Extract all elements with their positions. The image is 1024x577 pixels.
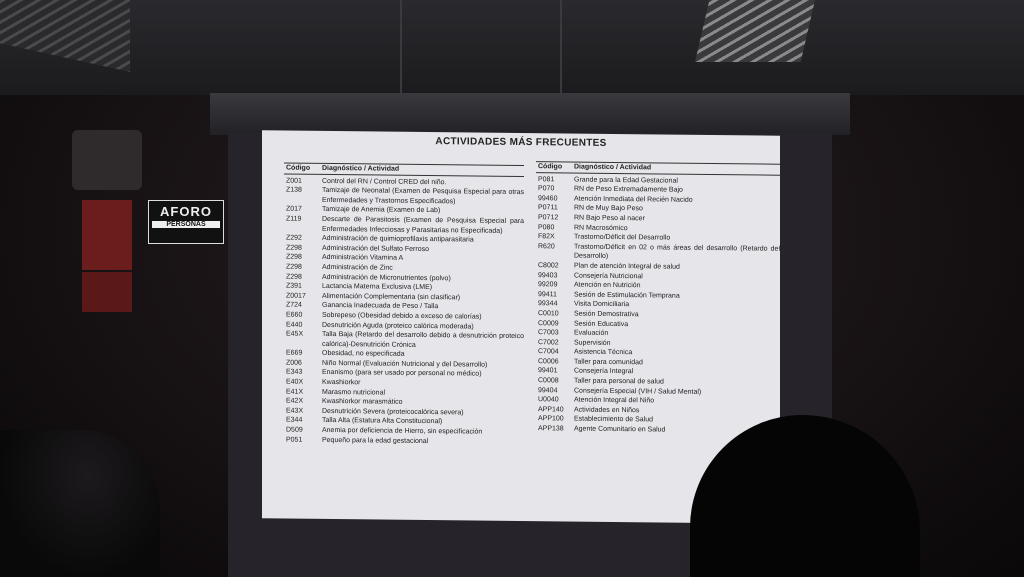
row-code: E660 [286,311,303,319]
table-row [284,330,524,352]
row-code: Z724 [286,301,302,310]
row-description: Grande para la Edad Gestacional [574,176,678,185]
row-description: Enanismo (para ser usado por personal no médico) [322,369,482,379]
row-code: 99404 [538,386,558,395]
header-code: Código [538,163,563,171]
table-header [536,161,780,175]
row-code: 99403 [538,271,558,279]
row-code: E43X [286,407,304,415]
row-description: Administración de Micronutrientes (polvo) [322,273,451,282]
ceiling-light [695,0,815,62]
row-code: Z298 [286,273,302,281]
row-code: E42X [286,397,304,405]
wall-speaker [72,130,142,190]
row-description: Actividades en Niños [574,406,640,415]
row-description: Administración del Sulfato Ferroso [322,244,429,253]
activities-table-right [536,161,780,436]
slide-title: ACTIVIDADES MÁS FRECUENTES [435,136,607,149]
row-description: RN Bajo Peso al nacer [574,214,645,223]
row-description: Administración Vitamina A [322,254,404,263]
row-description: Taller para comunidad [574,358,643,367]
row-description: Supervisión [574,339,611,347]
row-code: Z298 [286,263,302,271]
row-code: P0712 [538,214,559,222]
row-code: APP140 [538,406,564,414]
row-code: 99209 [538,281,558,289]
ceiling [0,0,1024,95]
row-code: P0711 [538,204,558,212]
row-description: Trastorno/Déficit en 02 o más áreas del desarrollo (Retardo del Desarrollo) [574,243,780,261]
row-description: Consejería Nutricional [574,272,643,280]
row-description: RN de Peso Extremadamente Bajo [574,185,683,194]
table-row [284,435,524,447]
row-description: Descarte de Parasitosis (Examen de Pesquisa Especial para Enfermedades Infecciosas y Parasitarias no Especificada) [322,215,524,235]
row-description: Taller para personal de salud [574,377,664,386]
row-code: APP100 [538,415,564,423]
row-code: Z006 [286,359,302,367]
row-description: Talla Baja (Retardo del desarrollo debido a desnutrición proteico calórica)-Desnutrición Crónica [322,331,524,349]
row-description: Talla Alta (Estatura Alta Constitucional) [322,417,443,426]
row-code: E440 [286,321,303,329]
header-code: Código [286,164,311,172]
row-description: Pequeño para la edad gestacional [322,436,429,445]
row-description: Sesión Educativa [574,320,629,328]
capacity-sign-subtitle: PERSONAS [152,221,220,228]
row-description: Administración de quimioprofilaxis antiparasitaria [322,235,474,244]
row-description: Atención Integral del Niño [574,396,655,405]
row-code: 99401 [538,367,558,375]
row-code: Z298 [286,244,302,252]
row-code: Z138 [286,186,302,194]
row-description: Sesión Demostrativa [574,310,639,319]
row-code: P080 [538,223,555,231]
row-code: F82X [538,233,555,241]
row-description: Trastorno/Déficit del Desarrollo [574,233,671,242]
projector-screen-case [210,93,850,135]
row-description: Atención en Nutrición [574,281,641,290]
row-code: C0008 [538,377,559,385]
table-header [284,163,524,177]
header-description: Diagnóstico / Actividad [322,164,400,173]
table-row [284,214,524,236]
row-description: Alimentación Complementaria (sin clasificar) [322,292,461,302]
row-code: E344 [286,416,303,425]
row-description: Consejería Integral [574,368,634,376]
row-description: Desnutrición Severa (proteicocalórica severa) [322,407,464,417]
projected-slide [262,130,780,523]
row-code: E669 [286,349,303,357]
row-description: Sesión de Estimulación Temprana [574,291,680,300]
row-code: Z292 [286,234,302,242]
row-description: Atención Inmediata del Recién Nacido [574,195,693,204]
row-code: P051 [286,436,303,444]
row-code: E41X [286,388,304,396]
row-code: Z001 [286,177,302,185]
row-description: Kwashiorkor marasmático [322,398,403,407]
safety-sign [82,200,132,270]
row-code: C0006 [538,358,559,366]
row-description: Administración de Zinc [322,263,393,272]
row-code: E45X [286,330,304,338]
row-description: Anemia por deficiencia de Hierro, sin especificación [322,426,483,436]
row-code: Z017 [286,205,302,214]
row-code: C0009 [538,319,559,327]
row-code: Z0017 [286,292,306,300]
row-code: 99460 [538,194,558,203]
row-description: RN Macrosómico [574,224,628,232]
row-code: Z119 [286,215,302,223]
row-code: C8002 [538,262,559,270]
table-row [284,186,524,208]
row-description: Consejería Especial (VIH / Salud Mental) [574,387,702,396]
row-code: C0010 [538,310,559,318]
capacity-sign-title: AFORO [160,204,212,219]
row-description: Control del RN / Control CRED del niño. [322,177,447,186]
row-code: 99344 [538,300,558,308]
row-code: D509 [286,426,303,434]
row-description: Establecimiento de Salud [574,415,653,424]
row-code: APP138 [538,425,564,433]
row-description: Evaluación [574,329,609,338]
row-description: Agente Comunitario en Salud [574,425,666,434]
header-description: Diagnóstico / Actividad [574,163,652,172]
activities-table-left [284,163,524,448]
row-description: Plan de atención Integral de salud [574,262,680,271]
row-code: C7002 [538,338,559,347]
row-code: 99411 [538,290,557,299]
row-description: Tamizaje de Anemia (Examen de Lab) [322,206,441,215]
row-code: E40X [286,378,304,386]
capacity-sign [148,200,224,244]
row-code: U0040 [538,396,559,404]
row-description: Visita Domiciliaria [574,300,630,309]
row-code: C7003 [538,329,559,337]
ceiling-tile-seam [400,0,402,95]
row-description: Lactancia Materna Exclusiva (LME) [322,283,433,292]
row-code: Z391 [286,282,302,290]
row-description: Desnutrición Aguda (proteico calórica moderada) [322,321,474,331]
row-code: P081 [538,175,555,183]
safety-sign [82,272,132,312]
row-code: Z298 [286,253,302,262]
audience-head [0,430,160,577]
row-code: E343 [286,369,303,377]
row-description: Niño Normal (Evaluación Nutricional y del Desarrollo) [322,359,488,369]
row-description: Kwashiorkor [322,378,361,387]
row-code: R620 [538,242,555,251]
row-code: P070 [538,185,555,193]
table-row [536,242,780,264]
row-description: Obesidad, no especificada [322,350,405,359]
row-code: C7004 [538,348,559,356]
row-description: Asistencia Técnica [574,348,633,357]
row-description: RN de Muy Bajo Peso [574,204,643,213]
row-description: Marasmo nutricional [322,388,386,397]
ceiling-tile-seam [560,0,562,95]
row-description: Tamizaje de Neonatal (Examen de Pesquisa Especial para otras Enfermedades y Trastornos Especificados) [322,187,524,206]
row-description: Ganancia Inadecuada de Peso / Talla [322,302,439,311]
row-description: Sobrepeso (Obesidad debido a exceso de calorías) [322,311,482,321]
